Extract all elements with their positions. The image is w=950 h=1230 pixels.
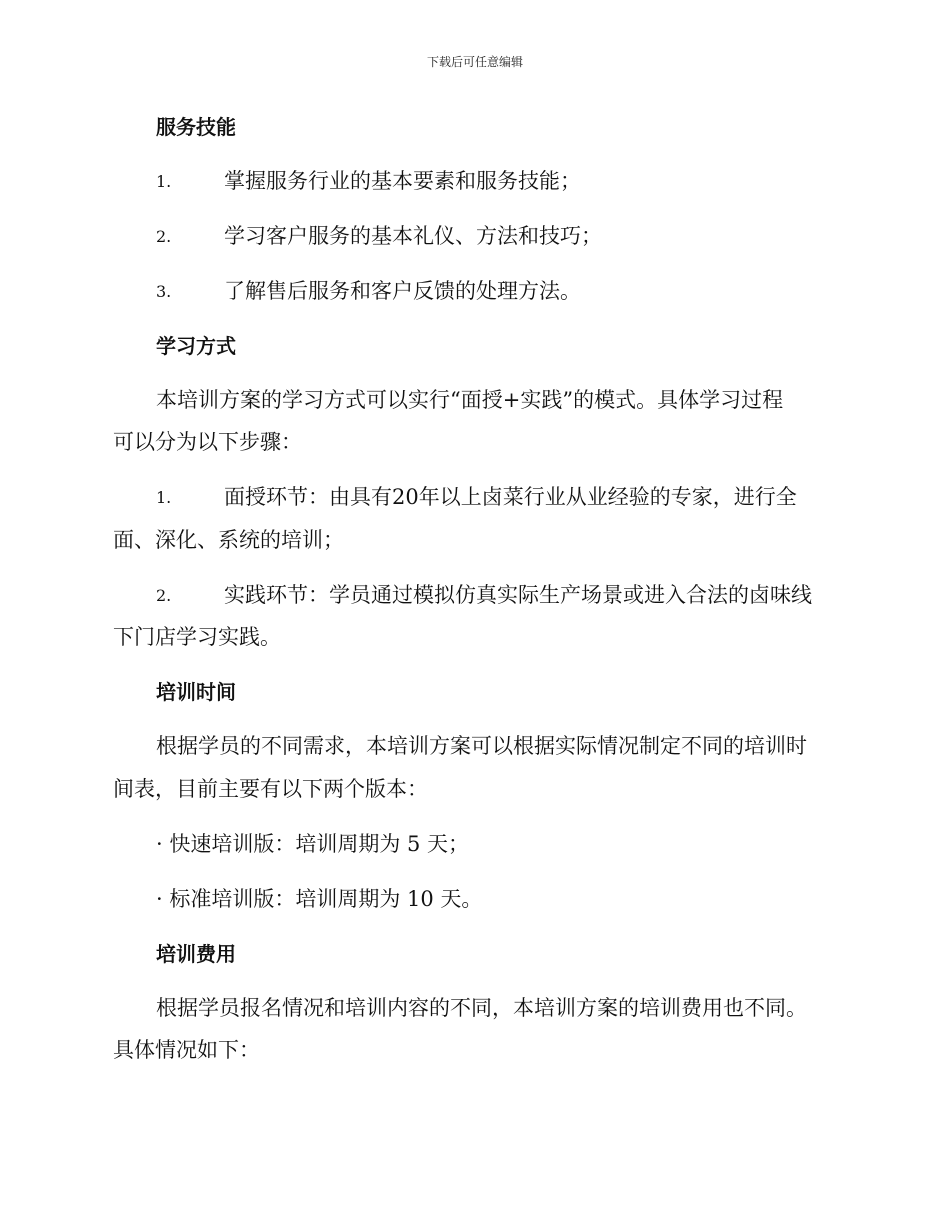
list-item-text-continued: 面、深化、系统的培训； [113, 528, 344, 552]
list-item-number: 1. [156, 488, 172, 507]
list-item-text: 学习客户服务的基本礼仪、方法和技巧； [224, 224, 602, 248]
list-item-text: 掌握服务行业的基本要素和服务技能； [224, 169, 581, 193]
list-item-text: 实践环节：学员通过模拟仿真实际生产场景或进入合法的卤味线 [224, 583, 812, 607]
section-heading-learning-method: 学习方式 [156, 334, 236, 358]
list-item-text: 面授环节：由具有20年以上卤菜行业从业经验的专家，进行全 [224, 485, 797, 509]
paragraph-line: 根据学员的不同需求，本培训方案可以根据实际情况制定不同的培训时 [156, 734, 807, 758]
paragraph-line: 具体情况如下： [113, 1038, 260, 1062]
list-item-number: 2. [156, 586, 172, 605]
bullet-item: · 标准培训版：培训周期为 10 天。 [156, 887, 483, 911]
list-item-text: 了解售后服务和客户反馈的处理方法。 [224, 279, 581, 303]
list-item-text-continued: 下门店学习实践。 [113, 625, 281, 649]
list-item-number: 1. [156, 172, 172, 191]
paragraph-line: 间表，目前主要有以下两个版本： [113, 777, 428, 801]
bullet-item: · 快速培训版：培训周期为 5 天； [156, 832, 470, 856]
list-item-number: 3. [156, 282, 172, 301]
page-header-note: 下载后可任意编辑 [426, 55, 523, 69]
section-heading-training-time: 培训时间 [156, 680, 236, 704]
section-heading-service-skills: 服务技能 [156, 115, 236, 139]
paragraph-line: 根据学员报名情况和培训内容的不同，本培训方案的培训费用也不同。 [156, 996, 807, 1020]
section-heading-training-fee: 培训费用 [156, 942, 236, 966]
paragraph-line: 本培训方案的学习方式可以实行“面授+实践”的模式。具体学习过程 [156, 388, 784, 412]
paragraph-line: 可以分为以下步骤： [113, 430, 302, 454]
list-item-number: 2. [156, 227, 172, 246]
